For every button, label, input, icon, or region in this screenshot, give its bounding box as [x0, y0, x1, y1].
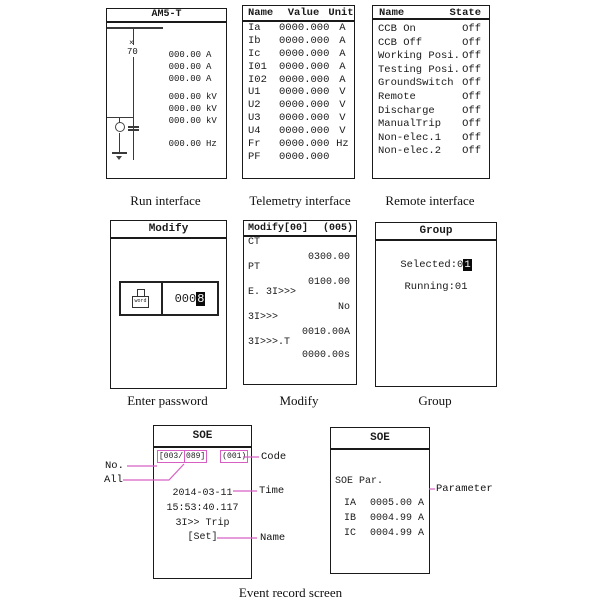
table-row	[243, 125, 354, 138]
signal-name: GroundSwitch	[378, 77, 454, 90]
soe-parameter-screen	[330, 427, 430, 574]
telemetry-table	[243, 22, 354, 164]
lock-icon	[131, 289, 151, 309]
soe-record-number-box: [003/	[159, 452, 184, 461]
soe-date: 2014-03-11	[172, 488, 233, 499]
parameter-value: 0004.99 A	[370, 528, 425, 539]
signal-name: Remote	[378, 90, 416, 103]
setting-value: 0100.00	[307, 277, 350, 288]
cell-name: I02	[248, 73, 267, 86]
ground-lead-line	[119, 133, 120, 152]
cell-unit	[329, 151, 355, 164]
cell-value: 0000.000	[279, 150, 330, 163]
remote-header-name: Name	[379, 7, 405, 19]
measurement-unit: kV	[206, 92, 217, 102]
cell-unit: Hz	[336, 138, 349, 151]
cell-unit: A	[339, 34, 346, 47]
list-item	[373, 91, 489, 105]
cell-unit: A	[339, 60, 346, 73]
busbar-line	[107, 27, 163, 29]
feeder-line-lower	[133, 57, 134, 160]
table-row	[243, 61, 354, 74]
remote-header-state: State	[449, 7, 481, 19]
cell-value: 0000.000	[279, 22, 330, 34]
telemetry-header-row	[243, 6, 354, 22]
cell-value: 0000.000	[279, 99, 330, 112]
password-field	[163, 283, 217, 314]
signal-name: CCB Off	[378, 36, 423, 49]
soe-code-box: (001)	[222, 452, 247, 461]
ground-arrow-icon	[116, 156, 122, 160]
lock-body: word	[132, 296, 149, 308]
parameter-name: IC	[344, 528, 357, 539]
table-row	[243, 48, 354, 61]
run-interface-screen	[106, 8, 227, 179]
list-item	[373, 132, 489, 146]
password-screen	[110, 220, 227, 389]
signal-name: Testing Posi.	[378, 63, 460, 76]
cell-name: I01	[248, 60, 267, 73]
cell-value: 0000.000	[279, 125, 330, 138]
signal-state: Off	[462, 50, 481, 63]
group-screen	[375, 222, 497, 387]
callout-label-name: Name	[260, 532, 286, 544]
setting-name: CT	[248, 237, 261, 248]
table-row	[243, 138, 354, 151]
table-row	[243, 99, 354, 112]
signal-state: Off	[462, 145, 481, 158]
setting-value: 0010.00A	[301, 327, 350, 338]
cell-value: 0000.000	[279, 34, 330, 47]
group-running-line: Running:01	[404, 281, 468, 293]
cell-unit: V	[339, 86, 346, 99]
table-row	[243, 151, 354, 164]
measurement-value: 000.00	[168, 104, 201, 114]
soe-time: 15:53:40.117	[166, 503, 239, 514]
group-screen-title: Group	[376, 223, 496, 241]
cell-name: U4	[248, 125, 261, 138]
measurement-row	[155, 62, 219, 73]
signal-name: Non-elec.1	[378, 131, 442, 144]
bay-number-label: 70	[127, 47, 138, 57]
telemetry-header-name: Name	[248, 7, 274, 19]
event-record-caption: Event record screen	[238, 585, 343, 600]
table-row	[243, 112, 354, 125]
parameter-row	[344, 528, 424, 539]
table-row	[243, 86, 354, 99]
cell-name: Ic	[248, 47, 261, 60]
telemetry-header-value: Value	[287, 7, 320, 19]
list-item	[373, 77, 489, 91]
cell-name: U3	[248, 112, 261, 125]
measurement-row	[155, 50, 219, 61]
cell-name: Fr	[248, 138, 261, 151]
measurement-unit: A	[206, 62, 212, 72]
password-lock-cell	[121, 283, 163, 314]
signal-state: Off	[462, 63, 481, 76]
remote-header-row	[373, 6, 489, 20]
callout-label-no: No.	[105, 460, 124, 472]
parameter-row	[344, 513, 424, 524]
password-cursor: 8	[197, 291, 205, 306]
soe-screen-title: SOE	[154, 426, 251, 448]
measurement-unit: A	[206, 74, 212, 84]
measurement-row	[155, 104, 219, 115]
modify-screen	[243, 220, 357, 385]
signal-state: Off	[462, 104, 481, 117]
measurement-value: 000.00	[168, 50, 201, 60]
soe-event-screen	[153, 425, 252, 579]
setting-name: PT	[248, 262, 261, 273]
measurement-row	[155, 116, 219, 127]
setting-value: 0300.00	[307, 252, 350, 263]
measurement-unit: Hz	[206, 139, 217, 149]
soe-set-flag: [Set]	[187, 532, 218, 543]
measurement-row	[155, 74, 219, 85]
modify-caption: Modify	[279, 393, 319, 408]
list-item	[373, 64, 489, 78]
cell-unit: V	[339, 112, 346, 125]
measurement-unit: A	[206, 50, 212, 60]
telemetry-header-unit: Unit	[328, 7, 354, 19]
parameter-value: 0004.99 A	[370, 513, 425, 524]
group-caption: Group	[418, 393, 452, 408]
setting-name: 3I>>>	[248, 312, 279, 323]
soe-parameter-title: SOE	[331, 428, 429, 450]
breaker-x-mark: ×	[129, 39, 134, 48]
group-selected-line	[376, 259, 496, 271]
cell-value: 0000.000	[279, 138, 330, 151]
group-selected-label: Selected:0	[400, 259, 464, 271]
measurement-unit: kV	[206, 104, 217, 114]
modify-title-bar	[244, 221, 356, 237]
soe-record-total-box: 089]	[186, 452, 206, 461]
soe-index-line	[157, 450, 248, 463]
list-item	[373, 105, 489, 119]
measurement-value: 000.00	[168, 116, 201, 126]
signal-state: Off	[462, 90, 481, 103]
parameter-name: IA	[344, 498, 357, 509]
password-input-group	[119, 281, 219, 316]
cell-name: U1	[248, 86, 261, 99]
cell-value: 0000.000	[279, 60, 330, 73]
setting-name: 3I>>>.T	[248, 337, 291, 348]
cell-value: 0000.000	[279, 86, 330, 99]
signal-name: Non-elec.2	[378, 145, 442, 158]
table-row	[243, 35, 354, 48]
parameter-value: 0005.00 A	[370, 498, 425, 509]
group-selected-cursor: 1	[464, 259, 471, 271]
cell-value: 0000.000	[279, 47, 330, 60]
signal-state: Off	[462, 131, 481, 144]
cell-value: 0000.000	[279, 73, 330, 86]
telemetry-caption: Telemetry interface	[249, 193, 351, 208]
instrument-circle	[115, 122, 125, 132]
signal-name: CCB On	[378, 23, 416, 35]
signal-name: Discharge	[378, 104, 435, 117]
password-value: 000	[174, 291, 197, 306]
cell-value: 0000.000	[279, 112, 330, 125]
list-item	[373, 118, 489, 132]
cell-name: Ia	[248, 22, 261, 34]
signal-name: ManualTrip	[378, 118, 442, 131]
cell-name: Ib	[248, 34, 261, 47]
cell-name: U2	[248, 99, 261, 112]
run-caption: Run interface	[130, 193, 201, 208]
ground-bar	[112, 152, 127, 154]
cell-unit: A	[339, 22, 346, 34]
signal-state: Off	[462, 118, 481, 131]
remote-caption: Remote interface	[385, 193, 475, 208]
list-item	[373, 50, 489, 64]
callout-label-time: Time	[259, 485, 285, 497]
password-caption: Enter password	[127, 393, 208, 408]
list-item	[373, 23, 489, 37]
signal-name: Working Posi.	[378, 50, 460, 63]
list-item	[373, 37, 489, 51]
signal-state: Off	[462, 23, 481, 35]
setting-value: 0000.00s	[301, 350, 350, 361]
cell-name: PF	[248, 150, 261, 163]
modify-screen-title: Modify[00]	[248, 223, 309, 234]
signal-state: Off	[462, 77, 481, 90]
remote-screen	[372, 5, 490, 179]
setting-name: E. 3I>>>	[248, 287, 297, 298]
parameter-name: IB	[344, 513, 357, 524]
measurement-value: 000.00	[168, 62, 201, 72]
measurement-value: 000.00	[168, 92, 201, 102]
soe-event-name: 3I>> Trip	[175, 518, 230, 529]
parameter-row	[344, 498, 424, 509]
table-row	[243, 22, 354, 35]
list-item	[373, 145, 489, 159]
callout-label-all: All	[104, 474, 123, 486]
cell-unit: V	[339, 99, 346, 112]
callout-label-parameter: Parameter	[436, 483, 493, 495]
signal-state: Off	[462, 36, 481, 49]
telemetry-screen	[242, 5, 355, 179]
ground-switch-bar-top	[128, 126, 139, 128]
soe-par-label: SOE Par.	[335, 476, 384, 487]
cell-unit: V	[339, 125, 346, 138]
run-screen-title: AM5-T	[107, 9, 226, 23]
callout-label-code: Code	[261, 451, 287, 463]
password-screen-title: Modify	[111, 221, 226, 239]
remote-table	[373, 23, 489, 159]
measurement-row	[155, 92, 219, 103]
cell-unit: A	[339, 47, 346, 60]
ground-switch-bar-bottom	[128, 129, 139, 131]
measurement-value: 000.00	[168, 139, 201, 149]
modify-item-counter: (005)	[322, 223, 353, 234]
measurement-row	[155, 139, 219, 150]
measurement-unit: kV	[206, 116, 217, 126]
cell-unit: A	[339, 73, 346, 86]
measurement-value: 000.00	[168, 74, 201, 84]
table-row	[243, 74, 354, 87]
pt-branch-line	[107, 117, 133, 118]
setting-value: No	[337, 302, 350, 313]
